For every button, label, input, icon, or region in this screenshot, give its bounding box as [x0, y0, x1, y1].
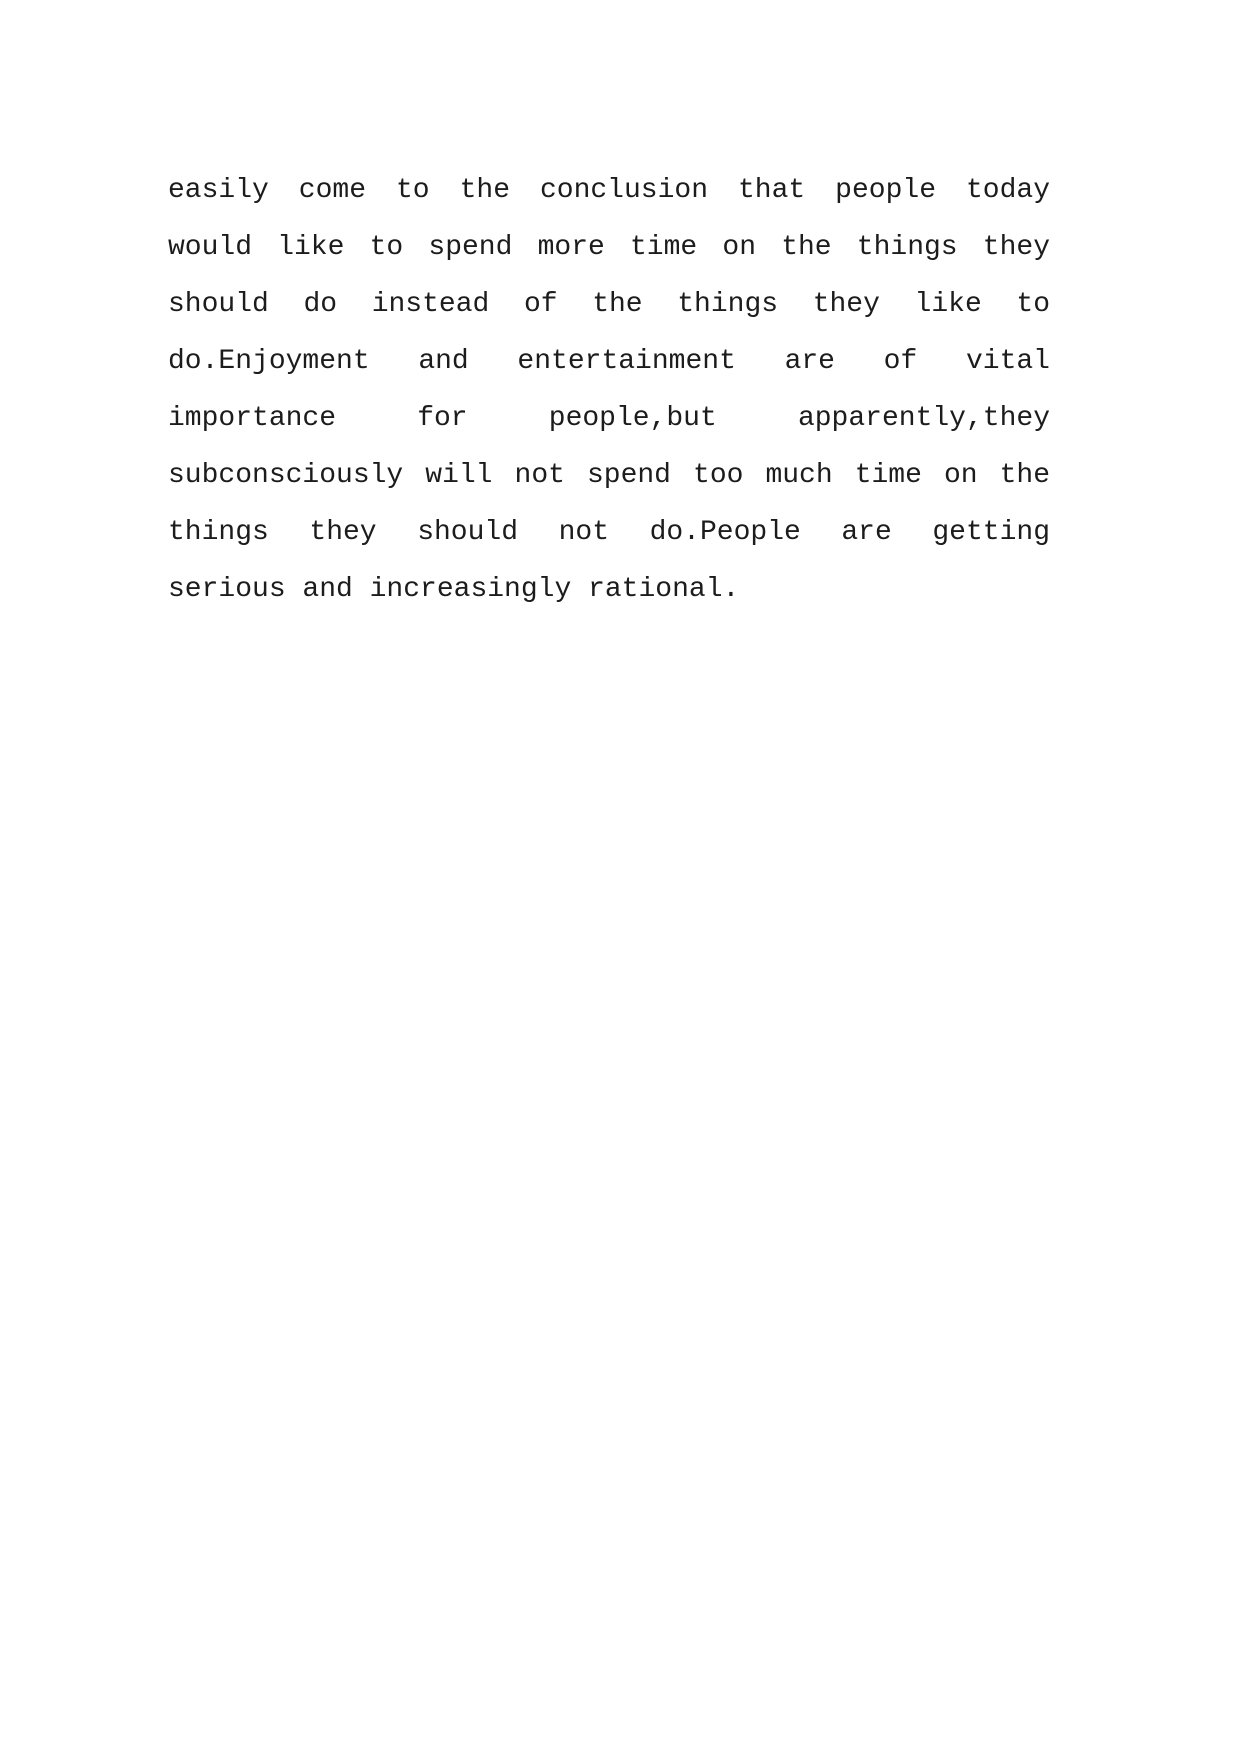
- text-line-1: easily come to the conclusion that people today: [168, 175, 1050, 206]
- text-line-6: subconsciously will not spend too much time on the: [168, 460, 1050, 491]
- text-line-5: importance for people,but apparently,they: [168, 403, 1050, 434]
- text-line-3: should do instead of the things they like to: [168, 289, 1050, 320]
- text-line-4: do.Enjoyment and entertainment are of vital: [168, 346, 1050, 377]
- text-line-7: things they should not do.People are getting: [168, 517, 1050, 548]
- text-line-2: would like to spend more time on the things they: [168, 232, 1050, 263]
- text-line-8: serious and increasingly rational.: [168, 574, 740, 605]
- paragraph-block: [168, 162, 1050, 618]
